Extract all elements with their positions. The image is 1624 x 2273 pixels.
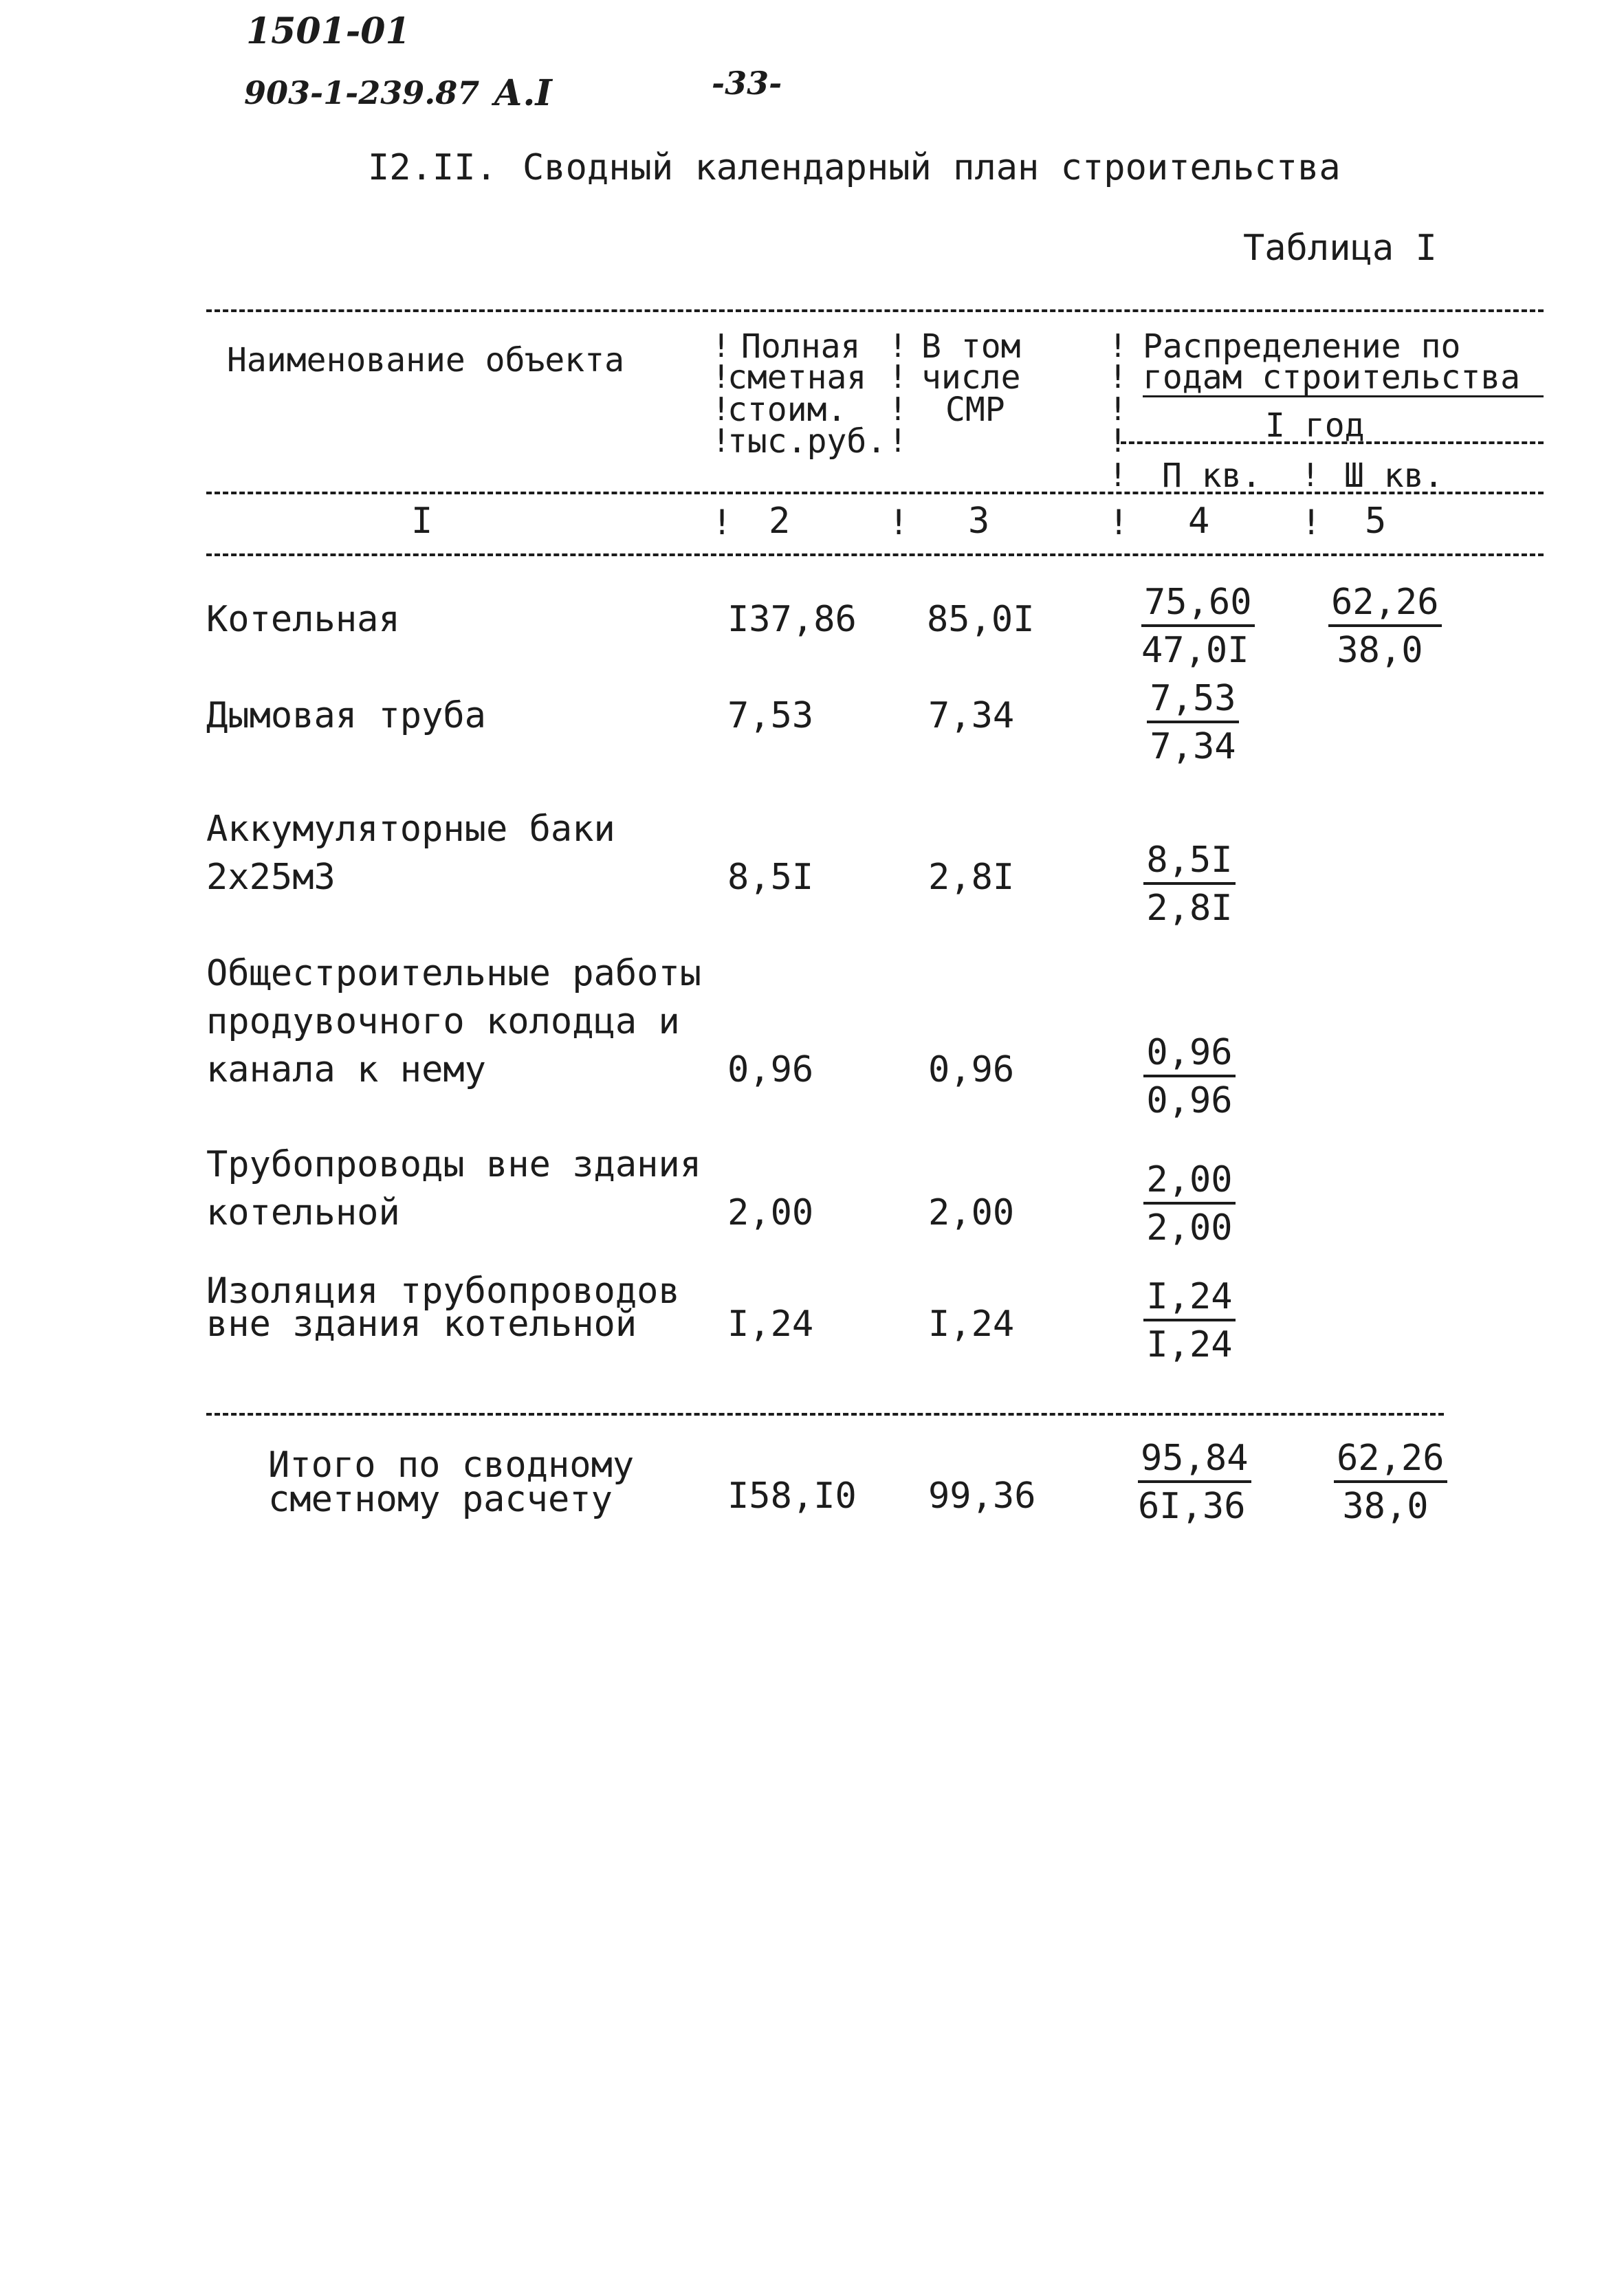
total-rule [206, 1413, 1444, 1416]
column-separator: ! [888, 391, 908, 428]
column-number-3: 3 [968, 501, 990, 542]
column-separator: ! [712, 391, 731, 428]
row-name: Общестроительные работы [206, 953, 702, 994]
row-total: 0,96 [727, 1049, 814, 1090]
total-row-q3-numerator: 62,26 [1334, 1440, 1447, 1483]
table-top-rule [206, 309, 1544, 312]
total-row-q3-denominator: 38,0 [1342, 1486, 1429, 1527]
row-q2-fraction [1138, 839, 1241, 929]
column-number-5: 5 [1365, 501, 1387, 542]
column-header-distribution-line1: Распределение по [1143, 327, 1461, 366]
total-row-smr: 99,36 [928, 1475, 1036, 1517]
column-number-4: 4 [1188, 501, 1210, 542]
row-smr: 2,8I [928, 857, 1015, 898]
row-q2-denominator: 2,00 [1146, 1207, 1233, 1249]
column-separator: ! [888, 422, 908, 459]
column-separator: ! [1108, 457, 1128, 494]
row-total: 7,53 [727, 695, 814, 736]
row-total: I37,86 [727, 599, 857, 640]
row-q2-fraction [1141, 678, 1244, 767]
row-q2-denominator: 0,96 [1146, 1080, 1233, 1121]
column-header-total-line1: Полная [741, 327, 861, 366]
row-total: I,24 [727, 1304, 814, 1345]
column-header-total-line4: тыс.руб. [727, 422, 887, 461]
table-label: Таблица I [1243, 228, 1437, 269]
column-separator: ! [1301, 457, 1320, 494]
row-smr: I,24 [928, 1304, 1015, 1345]
row-q2-denominator: 2,8I [1146, 888, 1233, 929]
row-q2-fraction [1138, 1159, 1241, 1249]
year-rule [1121, 441, 1544, 444]
row-q2-denominator: I,24 [1146, 1324, 1233, 1365]
row-q2-numerator: 7,53 [1147, 681, 1238, 723]
row-smr: 7,34 [928, 695, 1015, 736]
row-smr: 85,0I [927, 599, 1035, 640]
column-separator: ! [888, 358, 908, 395]
row-name: Трубопроводы вне здания [206, 1144, 702, 1185]
row-q2-fraction [1138, 1032, 1241, 1121]
column-separator: ! [712, 503, 733, 542]
handwritten-album: А.I [494, 72, 552, 114]
column-separator: ! [1108, 358, 1128, 395]
row-q2-fraction [1138, 1276, 1241, 1365]
row-q2-numerator: 75,60 [1141, 584, 1255, 627]
total-row-name-line1: Итого по сводному [268, 1445, 635, 1486]
distribution-underline [1143, 395, 1544, 397]
column-separator: ! [1108, 327, 1128, 364]
row-q2-numerator: I,24 [1143, 1279, 1235, 1321]
column-numbers-rule [206, 553, 1544, 556]
row-q3-numerator: 62,26 [1328, 584, 1442, 627]
row-q2-numerator: 8,5I [1143, 842, 1235, 885]
column-header-q2: П кв. [1162, 457, 1262, 495]
row-q2-fraction [1141, 582, 1252, 671]
column-header-total-line2: сметная [727, 358, 867, 397]
section-title: Сводный календарный план строительства [523, 147, 1341, 188]
row-q2-numerator: 2,00 [1143, 1162, 1235, 1205]
row-smr: 2,00 [928, 1192, 1015, 1233]
column-header-smr-line3: СМР [945, 391, 1005, 429]
total-row-q3-fraction [1334, 1438, 1445, 1527]
column-header-smr-line1: В том [921, 327, 1021, 366]
total-row-name-line2: сметному расчету [268, 1479, 613, 1520]
row-name: котельной [206, 1192, 400, 1233]
column-separator: ! [1108, 391, 1128, 428]
row-q3-fraction [1328, 582, 1439, 671]
column-separator: ! [712, 422, 731, 459]
column-separator: ! [1301, 503, 1322, 542]
total-row-q2-fraction [1138, 1438, 1249, 1527]
section-number: I2.II. [368, 147, 497, 188]
column-header-name: Наименование объекта [227, 341, 624, 380]
page-number: -33- [712, 65, 782, 102]
column-number-2: 2 [769, 501, 791, 542]
row-name: Аккумуляторные баки [206, 809, 615, 850]
column-number-1: I [411, 501, 433, 542]
row-q2-denominator: 7,34 [1150, 726, 1236, 767]
total-row-q2-denominator: 6I,36 [1138, 1486, 1246, 1527]
row-name: 2х25м3 [206, 857, 336, 898]
column-separator: ! [1108, 503, 1130, 542]
column-header-total-line3: стоим. [727, 391, 847, 429]
row-q2-denominator: 47,0I [1141, 630, 1249, 671]
header-bottom-rule [206, 492, 1544, 494]
column-separator: ! [712, 358, 731, 395]
row-q2-numerator: 0,96 [1143, 1035, 1235, 1077]
column-header-distribution-line2: годам строительства [1143, 358, 1521, 397]
total-row-q2-numerator: 95,84 [1138, 1440, 1251, 1483]
row-total: 2,00 [727, 1192, 814, 1233]
row-name: Изоляция трубопроводов [206, 1271, 680, 1312]
column-header-q3: Ш кв. [1344, 457, 1444, 495]
handwritten-code: 1501-01 [246, 10, 410, 52]
total-row-total: I58,I0 [727, 1475, 857, 1517]
row-name: Котельная [206, 599, 400, 640]
row-name: вне здания котельной [206, 1304, 637, 1345]
column-separator: ! [888, 503, 910, 542]
column-separator: ! [712, 327, 731, 364]
column-header-smr-line2: числе [921, 358, 1021, 397]
column-header-year: I год [1265, 406, 1365, 445]
row-total: 8,5I [727, 857, 814, 898]
row-smr: 0,96 [928, 1049, 1015, 1090]
row-q3-denominator: 38,0 [1337, 630, 1423, 671]
handwritten-reference: 903-1-239.87 [244, 74, 480, 111]
row-name: Дымовая труба [206, 695, 486, 736]
row-name: продувочного колодца и [206, 1001, 680, 1042]
column-separator: ! [1108, 422, 1128, 459]
row-name: канала к нему [206, 1049, 486, 1090]
column-separator: ! [888, 327, 908, 364]
